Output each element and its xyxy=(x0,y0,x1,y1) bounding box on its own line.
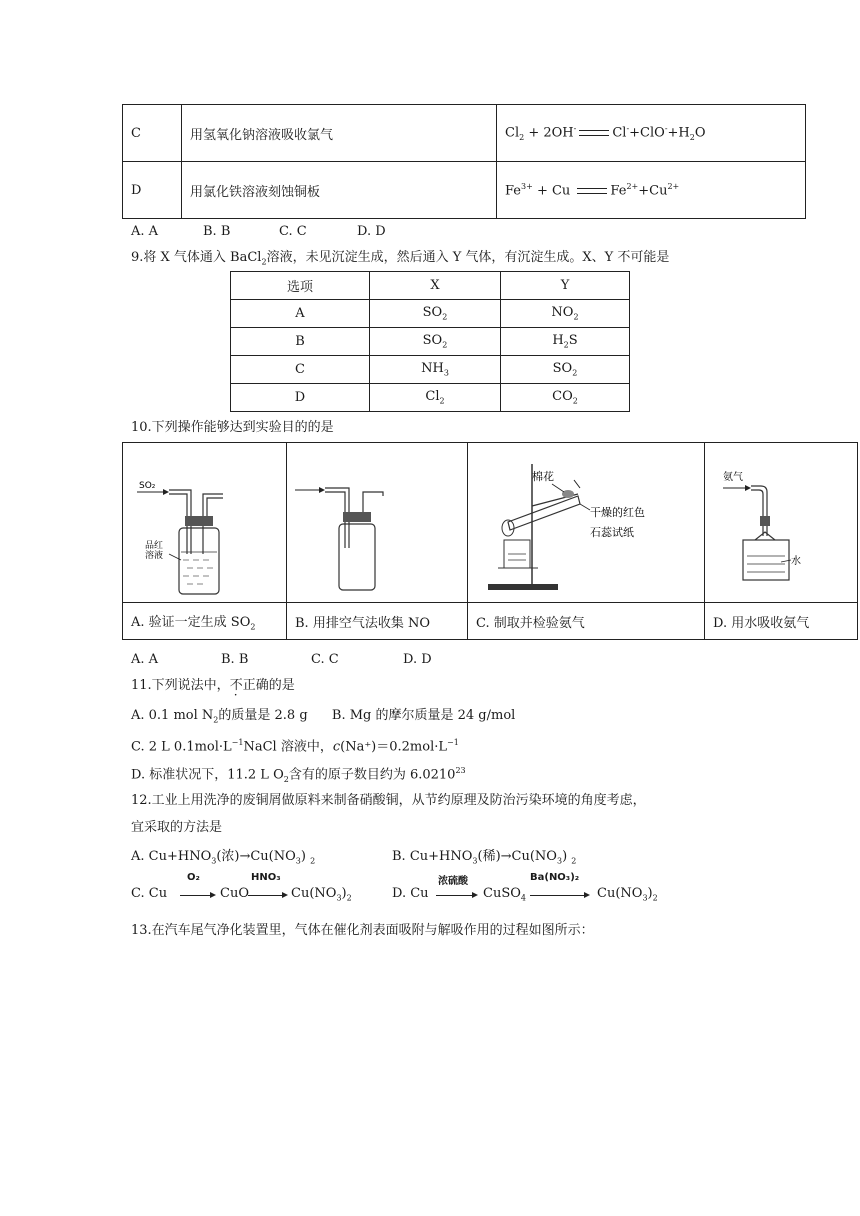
q11-option-a[interactable]: A. 0.1 mol $N_2$的质量是 2.8 g xyxy=(131,708,308,725)
q11-option-d[interactable]: D. 标准状况下，11.2 L $O_2$含有的原子数目约为 6.0210$^{23}$ xyxy=(131,766,466,784)
table-row: C $NH_3$ $SO_2$ xyxy=(231,356,630,384)
q10-options xyxy=(131,650,432,670)
q8-row-c-equation: $Cl_2 + 2OH^-$ $Cl^-+ClO^-+H_2O$ xyxy=(497,105,806,162)
q12-c-product: $Cu(NO_3)_2$ xyxy=(291,886,352,903)
q10-option-d[interactable]: D. D xyxy=(403,652,432,667)
q11-option-a-b xyxy=(131,706,515,731)
q8-row-d-desc: 用氯化铁溶液刻蚀铜板 xyxy=(182,162,497,219)
q8-option-b[interactable]: B. B xyxy=(203,224,231,239)
q11-option-b[interactable]: B. Mg 的摩尔质量是 24 g/mol xyxy=(331,708,516,723)
label-pinhong-2: 溶液 xyxy=(145,550,164,561)
q8-row-c-desc: 用氢氧化钠溶液吸收氯气 xyxy=(182,105,497,162)
q12-option-c[interactable]: C. Cu xyxy=(131,886,168,901)
arrow-o2 xyxy=(180,895,214,896)
arrow-bano3 xyxy=(530,895,588,896)
q8-row-d-label: D xyxy=(123,162,182,219)
q12-option-d[interactable]: D. Cu xyxy=(392,886,429,901)
q13-stem: 13.在汽车尾气净化装置里，气体在催化剂表面吸附与解吸作用的过程如图所示： xyxy=(131,923,594,938)
label-so2: SO₂ xyxy=(139,480,156,491)
q8-option-a[interactable]: A. A xyxy=(131,224,159,239)
arrow-label-bano3: Ba(NO₃)₂ xyxy=(530,872,580,883)
q8-row-c-label: C xyxy=(123,105,182,162)
q8-option-d[interactable]: D. D xyxy=(357,224,386,239)
q10-caption-d: D. 用水吸收氨气 xyxy=(705,603,858,640)
q11-emphasis: 不正确 xyxy=(229,678,269,693)
q8-table xyxy=(122,104,806,219)
q8-option-c[interactable]: C. C xyxy=(279,224,307,239)
q10-caption-c: C. 制取并检验氨气 xyxy=(468,603,705,640)
q12-stem-2: 宜采取的方法是 xyxy=(131,820,223,835)
q9-header-y: Y xyxy=(501,272,630,300)
table-row: D $Cl_2$ $CO_2$ xyxy=(231,384,630,412)
label-paper-1: 干燥的红色 xyxy=(590,505,645,519)
q12-d-product: $Cu(NO_3)_2$ xyxy=(597,886,658,903)
arrow-label-hno3: HNO₃ xyxy=(251,872,281,883)
q10-table xyxy=(122,442,858,640)
q12-d-cuso4: CuSO$_4$ xyxy=(483,886,526,903)
arrow-label-h2so4: 浓硫酸 xyxy=(438,876,468,887)
q10-caption-a: A. 验证一定生成 $SO_2$ xyxy=(123,603,287,640)
table-row: A $SO_2$ $NO_2$ xyxy=(231,300,630,328)
table-row: B $SO_2$ $H_2S$ xyxy=(231,328,630,356)
q10-option-a[interactable]: A. A xyxy=(131,652,159,667)
q12-option-a[interactable]: A. $Cu+HNO_3$(浓)$\to Cu(NO_3)$ $_2$ xyxy=(131,849,316,866)
apparatus-c xyxy=(468,443,705,603)
q10-stem: 10.下列操作能够达到实验目的的是 xyxy=(131,420,334,435)
arrow-h2so4 xyxy=(436,895,476,896)
q9-header-x: X xyxy=(370,272,501,300)
q10-caption-b: B. 用排空气法收集 NO xyxy=(287,603,468,640)
label-pinhong-1: 品红 xyxy=(145,540,164,551)
q11-stem: 11.下列说法中，不正确的是 xyxy=(131,676,295,696)
q10-option-c[interactable]: C. C xyxy=(311,652,339,667)
q9-table xyxy=(230,271,630,412)
q9-stem: 9.将 X 气体通入 BaCl$_2$溶液，未见沉淀生成，然后通入 Y 气体，有沉淀生成。X、Y 不可能是 xyxy=(131,250,670,267)
arrow-hno3 xyxy=(248,895,286,896)
q12-c-cuo: CuO xyxy=(220,886,249,901)
q12-stem-1: 12.工业上用洗净的废铜屑做原料来制备硝酸铜，从节约原理及防治污染环境的角度考虑， xyxy=(131,793,646,808)
q11-option-c[interactable]: C. 2 L $0.1mol\cdot L^{-1}NaCl$ 溶液中，$c(Na^+)=0.2mol\cdot L^{-1}$ xyxy=(131,738,459,755)
apparatus-b xyxy=(287,443,468,603)
q10-option-b[interactable]: B. B xyxy=(221,652,249,667)
q9-header-option: 选项 xyxy=(231,272,370,300)
arrow-label-o2: O₂ xyxy=(187,872,200,883)
label-shui: 水 xyxy=(791,555,801,567)
label-anqi: 氨气 xyxy=(723,471,743,483)
apparatus-d xyxy=(705,443,858,603)
label-paper-2: 石蕊试纸 xyxy=(590,525,634,539)
q8-options xyxy=(131,222,386,242)
apparatus-a xyxy=(123,443,287,603)
label-mianhua: 棉花 xyxy=(532,469,554,483)
q8-row-d-equation: $Fe^{3+} + Cu$ $Fe^{2+}+Cu^{2+}$ xyxy=(497,162,806,219)
q12-option-b[interactable]: B. $Cu+HNO_3$(稀)$\to Cu(NO_3)$ $_2$ xyxy=(392,849,577,866)
